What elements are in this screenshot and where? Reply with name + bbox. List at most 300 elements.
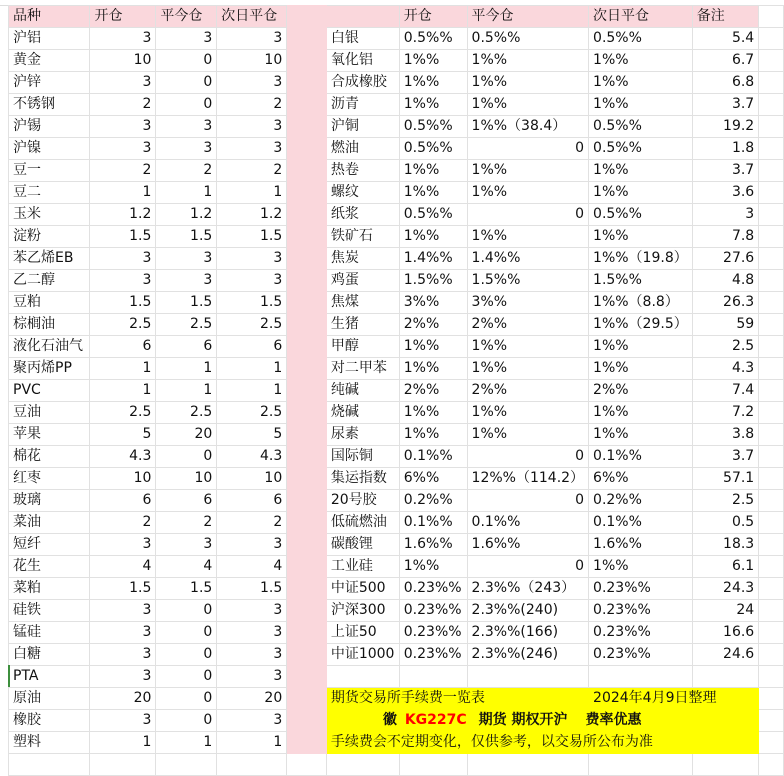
fee-rate-cell[interactable]: 1.6%% bbox=[467, 534, 589, 556]
fee-cell[interactable]: 3 bbox=[217, 622, 287, 644]
fee-rate-cell[interactable]: 0.5%% bbox=[399, 204, 467, 226]
empty-cell[interactable] bbox=[759, 94, 784, 116]
fee-rate-cell[interactable]: 0.1%% bbox=[589, 512, 693, 534]
product-name-cell[interactable]: PTA bbox=[9, 666, 90, 688]
product-name-cell[interactable]: 中证500 bbox=[326, 578, 399, 600]
fee-cell[interactable]: 4 bbox=[156, 556, 217, 578]
product-name-cell[interactable]: 沥青 bbox=[326, 94, 399, 116]
fee-rate-cell[interactable]: 1%% bbox=[589, 402, 693, 424]
empty-cell[interactable] bbox=[589, 666, 693, 688]
fee-rate-cell[interactable]: 1.4%% bbox=[467, 248, 589, 270]
product-name-cell[interactable]: 白银 bbox=[326, 28, 399, 50]
fee-rate-cell[interactable]: 0.5%% bbox=[589, 204, 693, 226]
fee-cell[interactable]: 3 bbox=[90, 28, 156, 50]
spacer-cell[interactable] bbox=[287, 380, 327, 402]
note-cell[interactable]: 3.7 bbox=[692, 94, 758, 116]
spacer-cell[interactable] bbox=[287, 50, 327, 72]
note-cell[interactable]: 1.8 bbox=[692, 138, 758, 160]
fee-rate-cell[interactable]: 2%% bbox=[467, 380, 589, 402]
fee-cell[interactable]: 1 bbox=[217, 380, 287, 402]
fee-cell[interactable]: 4.3 bbox=[217, 446, 287, 468]
fee-rate-cell[interactable]: 1%% bbox=[399, 424, 467, 446]
spacer-cell[interactable] bbox=[287, 666, 327, 688]
fee-cell[interactable]: 3 bbox=[156, 116, 217, 138]
fee-rate-cell[interactable]: 1%% bbox=[467, 50, 589, 72]
fee-cell[interactable]: 0 bbox=[156, 710, 217, 732]
note-cell[interactable]: 26.3 bbox=[692, 292, 758, 314]
fee-cell[interactable]: 3 bbox=[90, 138, 156, 160]
fee-rate-cell[interactable]: 1%% bbox=[467, 160, 589, 182]
fee-rate-cell[interactable]: 0 bbox=[467, 556, 589, 578]
note-cell[interactable]: 18.3 bbox=[692, 534, 758, 556]
empty-cell[interactable] bbox=[759, 270, 784, 292]
empty-cell[interactable] bbox=[326, 666, 399, 688]
fee-cell[interactable]: 3 bbox=[217, 72, 287, 94]
product-name-cell[interactable]: 沪深300 bbox=[326, 600, 399, 622]
fee-cell[interactable]: 3 bbox=[156, 270, 217, 292]
empty-cell[interactable] bbox=[759, 534, 784, 556]
fee-rate-cell[interactable]: 1%% bbox=[467, 424, 589, 446]
notice-title[interactable]: 期货交易所手续费一览表 bbox=[326, 688, 588, 710]
product-name-cell[interactable]: 沪锡 bbox=[9, 116, 90, 138]
fee-cell[interactable]: 5 bbox=[217, 424, 287, 446]
fee-cell[interactable]: 1 bbox=[90, 182, 156, 204]
fee-rate-cell[interactable]: 2.3%%（243） bbox=[467, 578, 589, 600]
fee-cell[interactable]: 10 bbox=[90, 468, 156, 490]
fee-rate-cell[interactable]: 0 bbox=[467, 138, 589, 160]
fee-rate-cell[interactable]: 1%% bbox=[589, 424, 693, 446]
fee-cell[interactable]: 3 bbox=[90, 666, 156, 688]
fee-cell[interactable]: 1 bbox=[90, 732, 156, 754]
fee-rate-cell[interactable]: 1%% bbox=[467, 402, 589, 424]
product-name-cell[interactable]: 乙二醇 bbox=[9, 270, 90, 292]
fee-cell[interactable]: 10 bbox=[217, 468, 287, 490]
note-cell[interactable]: 24 bbox=[692, 600, 758, 622]
fee-rate-cell[interactable]: 0.1%% bbox=[589, 446, 693, 468]
product-name-cell[interactable]: 苹果 bbox=[9, 424, 90, 446]
product-name-cell[interactable]: 20号胶 bbox=[326, 490, 399, 512]
product-name-cell[interactable]: 燃油 bbox=[326, 138, 399, 160]
fee-cell[interactable]: 0 bbox=[156, 600, 217, 622]
fee-rate-cell[interactable]: 1.6%% bbox=[589, 534, 693, 556]
product-name-cell[interactable]: 红枣 bbox=[9, 468, 90, 490]
empty-cell[interactable] bbox=[759, 138, 784, 160]
right-header-cell[interactable]: 开仓 bbox=[399, 6, 467, 28]
note-cell[interactable]: 7.8 bbox=[692, 226, 758, 248]
fee-cell[interactable]: 1.5 bbox=[156, 578, 217, 600]
left-header-cell[interactable]: 平今仓 bbox=[156, 6, 217, 28]
fee-cell[interactable]: 4.3 bbox=[90, 446, 156, 468]
fee-cell[interactable]: 0 bbox=[156, 446, 217, 468]
fee-cell[interactable]: 3 bbox=[217, 710, 287, 732]
fee-rate-cell[interactable]: 0.23%% bbox=[589, 600, 693, 622]
spacer-cell[interactable] bbox=[287, 424, 327, 446]
fee-rate-cell[interactable]: 0.5%% bbox=[589, 116, 693, 138]
empty-cell[interactable] bbox=[759, 50, 784, 72]
fee-cell[interactable]: 10 bbox=[217, 50, 287, 72]
empty-cell[interactable] bbox=[759, 248, 784, 270]
fee-cell[interactable]: 6 bbox=[217, 336, 287, 358]
note-cell[interactable]: 2.5 bbox=[692, 336, 758, 358]
product-name-cell[interactable]: 集运指数 bbox=[326, 468, 399, 490]
fee-cell[interactable]: 6 bbox=[90, 490, 156, 512]
right-header-cell[interactable] bbox=[326, 6, 399, 28]
fee-rate-cell[interactable]: 1%% bbox=[589, 336, 693, 358]
fee-rate-cell[interactable]: 2%% bbox=[399, 380, 467, 402]
fee-rate-cell[interactable]: 0.23%% bbox=[399, 644, 467, 666]
fee-rate-cell[interactable]: 3%% bbox=[467, 292, 589, 314]
spacer-cell[interactable] bbox=[287, 248, 327, 270]
product-name-cell[interactable]: 中证1000 bbox=[326, 644, 399, 666]
fee-cell[interactable]: 2 bbox=[156, 160, 217, 182]
product-name-cell[interactable]: 纸浆 bbox=[326, 204, 399, 226]
empty-cell[interactable] bbox=[759, 622, 784, 644]
note-cell[interactable]: 19.2 bbox=[692, 116, 758, 138]
fee-rate-cell[interactable]: 0.23%% bbox=[589, 644, 693, 666]
fee-rate-cell[interactable]: 2%% bbox=[467, 314, 589, 336]
empty-cell[interactable] bbox=[759, 160, 784, 182]
fee-cell[interactable]: 3 bbox=[217, 270, 287, 292]
fee-rate-cell[interactable]: 0.5%% bbox=[399, 116, 467, 138]
fee-rate-cell[interactable]: 1%% bbox=[589, 226, 693, 248]
fee-rate-cell[interactable]: 1%%（29.5） bbox=[589, 314, 693, 336]
spacer-cell[interactable] bbox=[287, 336, 327, 358]
fee-rate-cell[interactable]: 1%% bbox=[589, 50, 693, 72]
fee-rate-cell[interactable]: 1%% bbox=[399, 226, 467, 248]
fee-cell[interactable]: 2.5 bbox=[217, 402, 287, 424]
fee-rate-cell[interactable]: 6%% bbox=[399, 468, 467, 490]
fee-cell[interactable]: 20 bbox=[90, 688, 156, 710]
product-name-cell[interactable]: 国际铜 bbox=[326, 446, 399, 468]
empty-cell[interactable] bbox=[759, 72, 784, 94]
product-name-cell[interactable]: 焦炭 bbox=[326, 248, 399, 270]
spacer-cell[interactable] bbox=[287, 710, 327, 732]
empty-cell[interactable] bbox=[759, 666, 784, 688]
spacer-cell[interactable] bbox=[287, 160, 327, 182]
product-name-cell[interactable]: 不锈钢 bbox=[9, 94, 90, 116]
product-name-cell[interactable]: 玉米 bbox=[9, 204, 90, 226]
spacer-cell[interactable] bbox=[287, 226, 327, 248]
fee-cell[interactable]: 1 bbox=[90, 380, 156, 402]
fee-rate-cell[interactable]: 0.1%% bbox=[399, 512, 467, 534]
empty-cell[interactable] bbox=[759, 116, 784, 138]
fee-cell[interactable]: 3 bbox=[90, 534, 156, 556]
product-name-cell[interactable]: PVC bbox=[9, 380, 90, 402]
fee-cell[interactable]: 3 bbox=[217, 116, 287, 138]
note-cell[interactable]: 7.2 bbox=[692, 402, 758, 424]
spacer-cell[interactable] bbox=[287, 358, 327, 380]
spacer-cell[interactable] bbox=[287, 28, 327, 50]
fee-rate-cell[interactable]: 2.3%%(166) bbox=[467, 622, 589, 644]
fee-rate-cell[interactable]: 0.23%% bbox=[399, 622, 467, 644]
spacer-cell[interactable] bbox=[287, 292, 327, 314]
fee-rate-cell[interactable]: 0.1%% bbox=[467, 512, 589, 534]
empty-cell[interactable] bbox=[759, 336, 784, 358]
fee-cell[interactable]: 3 bbox=[90, 116, 156, 138]
product-name-cell[interactable]: 纯碱 bbox=[326, 380, 399, 402]
fee-rate-cell[interactable]: 0 bbox=[467, 446, 589, 468]
empty-cell[interactable] bbox=[759, 380, 784, 402]
fee-cell[interactable]: 3 bbox=[156, 28, 217, 50]
note-cell[interactable]: 24.6 bbox=[692, 644, 758, 666]
fee-cell[interactable]: 6 bbox=[156, 490, 217, 512]
empty-cell[interactable] bbox=[759, 556, 784, 578]
fee-rate-cell[interactable]: 0.23%% bbox=[399, 578, 467, 600]
fee-rate-cell[interactable]: 1%% bbox=[399, 402, 467, 424]
fee-cell[interactable]: 1.5 bbox=[217, 226, 287, 248]
fee-cell[interactable]: 0 bbox=[156, 644, 217, 666]
empty-cell[interactable] bbox=[759, 512, 784, 534]
empty-cell[interactable] bbox=[399, 666, 467, 688]
fee-rate-cell[interactable]: 1%%（19.8） bbox=[589, 248, 693, 270]
fee-rate-cell[interactable]: 2%% bbox=[589, 380, 693, 402]
fee-cell[interactable]: 20 bbox=[217, 688, 287, 710]
empty-cell[interactable] bbox=[759, 226, 784, 248]
product-name-cell[interactable]: 豆一 bbox=[9, 160, 90, 182]
fee-rate-cell[interactable]: 1.5%% bbox=[399, 270, 467, 292]
right-header-cell[interactable]: 备注 bbox=[692, 6, 758, 28]
product-name-cell[interactable]: 橡胶 bbox=[9, 710, 90, 732]
note-cell[interactable]: 3.7 bbox=[692, 446, 758, 468]
fee-cell[interactable]: 2 bbox=[90, 94, 156, 116]
empty-cell[interactable] bbox=[759, 644, 784, 666]
empty-cell[interactable] bbox=[759, 468, 784, 490]
product-name-cell[interactable]: 锰硅 bbox=[9, 622, 90, 644]
fee-rate-cell[interactable]: 1%% bbox=[399, 182, 467, 204]
fee-cell[interactable]: 3 bbox=[217, 644, 287, 666]
note-cell[interactable]: 6.7 bbox=[692, 50, 758, 72]
fee-cell[interactable]: 4 bbox=[217, 556, 287, 578]
note-cell[interactable]: 3.7 bbox=[692, 160, 758, 182]
fee-cell[interactable]: 4 bbox=[90, 556, 156, 578]
spacer-cell[interactable] bbox=[287, 732, 327, 754]
spacer-cell[interactable] bbox=[287, 644, 327, 666]
fee-cell[interactable]: 20 bbox=[156, 424, 217, 446]
product-name-cell[interactable]: 铁矿石 bbox=[326, 226, 399, 248]
note-cell[interactable]: 6.1 bbox=[692, 556, 758, 578]
fee-cell[interactable]: 3 bbox=[90, 248, 156, 270]
fee-cell[interactable]: 3 bbox=[156, 248, 217, 270]
fee-rate-cell[interactable]: 1%%（38.4） bbox=[467, 116, 589, 138]
product-name-cell[interactable]: 原油 bbox=[9, 688, 90, 710]
fee-rate-cell[interactable]: 0.2%% bbox=[589, 490, 693, 512]
product-name-cell[interactable]: 热卷 bbox=[326, 160, 399, 182]
fee-cell[interactable]: 1 bbox=[217, 182, 287, 204]
product-name-cell[interactable]: 甲醇 bbox=[326, 336, 399, 358]
fee-cell[interactable]: 3 bbox=[156, 534, 217, 556]
fee-cell[interactable]: 0 bbox=[156, 94, 217, 116]
product-name-cell[interactable]: 菜油 bbox=[9, 512, 90, 534]
fee-cell[interactable]: 1 bbox=[90, 358, 156, 380]
note-cell[interactable]: 7.4 bbox=[692, 380, 758, 402]
fee-rate-cell[interactable]: 1%% bbox=[399, 160, 467, 182]
note-cell[interactable]: 24.3 bbox=[692, 578, 758, 600]
fee-rate-cell[interactable]: 1%%（8.8） bbox=[589, 292, 693, 314]
fee-cell[interactable]: 1 bbox=[156, 182, 217, 204]
fee-cell[interactable]: 1.5 bbox=[90, 578, 156, 600]
product-name-cell[interactable]: 尿素 bbox=[326, 424, 399, 446]
empty-cell[interactable] bbox=[759, 358, 784, 380]
product-name-cell[interactable]: 氧化铝 bbox=[326, 50, 399, 72]
fee-cell[interactable]: 1.5 bbox=[90, 226, 156, 248]
empty-cell[interactable] bbox=[759, 578, 784, 600]
product-name-cell[interactable]: 淀粉 bbox=[9, 226, 90, 248]
empty-cell[interactable] bbox=[759, 424, 784, 446]
empty-cell[interactable] bbox=[759, 688, 784, 710]
empty-cell[interactable] bbox=[759, 28, 784, 50]
spacer-cell[interactable] bbox=[287, 534, 327, 556]
product-name-cell[interactable]: 上证50 bbox=[326, 622, 399, 644]
empty-cell[interactable] bbox=[399, 754, 467, 776]
fee-rate-cell[interactable]: 12%%（114.2） bbox=[467, 468, 589, 490]
fee-cell[interactable]: 2 bbox=[90, 512, 156, 534]
fee-cell[interactable]: 3 bbox=[90, 270, 156, 292]
product-name-cell[interactable]: 白糖 bbox=[9, 644, 90, 666]
note-cell[interactable]: 4.8 bbox=[692, 270, 758, 292]
fee-rate-cell[interactable]: 1%% bbox=[399, 358, 467, 380]
note-cell[interactable]: 2.5 bbox=[692, 490, 758, 512]
fee-cell[interactable]: 1.5 bbox=[217, 578, 287, 600]
product-name-cell[interactable]: 低硫燃油 bbox=[326, 512, 399, 534]
empty-cell[interactable] bbox=[759, 446, 784, 468]
fee-cell[interactable]: 3 bbox=[90, 72, 156, 94]
note-cell[interactable]: 0.5 bbox=[692, 512, 758, 534]
product-name-cell[interactable]: 沪镍 bbox=[9, 138, 90, 160]
product-name-cell[interactable]: 短纤 bbox=[9, 534, 90, 556]
notice-disclaimer[interactable]: 手续费会不定期变化，仅供参考，以交易所公布为准 bbox=[326, 732, 758, 754]
fee-rate-cell[interactable]: 1%% bbox=[589, 160, 693, 182]
fee-rate-cell[interactable]: 0.2%% bbox=[399, 490, 467, 512]
spacer-cell[interactable] bbox=[287, 402, 327, 424]
fee-rate-cell[interactable]: 1%% bbox=[589, 556, 693, 578]
product-name-cell[interactable]: 烧碱 bbox=[326, 402, 399, 424]
product-name-cell[interactable]: 合成橡胶 bbox=[326, 72, 399, 94]
fee-rate-cell[interactable]: 1.4%% bbox=[399, 248, 467, 270]
spacer-cell[interactable] bbox=[287, 446, 327, 468]
note-cell[interactable]: 3 bbox=[692, 204, 758, 226]
spacer-cell[interactable] bbox=[287, 512, 327, 534]
empty-cell[interactable] bbox=[589, 754, 693, 776]
right-header-cell[interactable]: 平今仓 bbox=[467, 6, 589, 28]
fee-cell[interactable]: 1 bbox=[156, 358, 217, 380]
fee-cell[interactable]: 2.5 bbox=[90, 402, 156, 424]
fee-rate-cell[interactable]: 0.5%% bbox=[589, 28, 693, 50]
product-name-cell[interactable]: 棕榈油 bbox=[9, 314, 90, 336]
empty-cell[interactable] bbox=[90, 754, 156, 776]
product-name-cell[interactable]: 聚丙烯PP bbox=[9, 358, 90, 380]
fee-cell[interactable]: 10 bbox=[156, 468, 217, 490]
spacer-cell[interactable] bbox=[287, 182, 327, 204]
fee-rate-cell[interactable]: 0.23%% bbox=[589, 578, 693, 600]
product-name-cell[interactable]: 对二甲苯 bbox=[326, 358, 399, 380]
note-cell[interactable]: 4.3 bbox=[692, 358, 758, 380]
fee-rate-cell[interactable]: 1%% bbox=[399, 50, 467, 72]
fee-rate-cell[interactable]: 1%% bbox=[467, 358, 589, 380]
spacer-cell[interactable] bbox=[287, 94, 327, 116]
product-name-cell[interactable]: 豆粕 bbox=[9, 292, 90, 314]
note-cell[interactable]: 3.8 bbox=[692, 424, 758, 446]
product-name-cell[interactable]: 棉花 bbox=[9, 446, 90, 468]
fee-cell[interactable]: 1 bbox=[217, 732, 287, 754]
empty-cell[interactable] bbox=[759, 314, 784, 336]
fee-rate-cell[interactable]: 0.23%% bbox=[399, 600, 467, 622]
product-name-cell[interactable]: 螺纹 bbox=[326, 182, 399, 204]
product-name-cell[interactable]: 焦煤 bbox=[326, 292, 399, 314]
fee-cell[interactable]: 6 bbox=[217, 490, 287, 512]
fee-cell[interactable]: 5 bbox=[90, 424, 156, 446]
fee-cell[interactable]: 2.5 bbox=[156, 402, 217, 424]
fee-cell[interactable]: 2.5 bbox=[156, 314, 217, 336]
fee-rate-cell[interactable]: 1.5%% bbox=[589, 270, 693, 292]
product-name-cell[interactable]: 鸡蛋 bbox=[326, 270, 399, 292]
fee-cell[interactable]: 2 bbox=[217, 512, 287, 534]
fee-rate-cell[interactable]: 0.5%% bbox=[399, 28, 467, 50]
fee-rate-cell[interactable]: 2.3%%(240) bbox=[467, 600, 589, 622]
fee-rate-cell[interactable]: 1%% bbox=[589, 182, 693, 204]
fee-rate-cell[interactable]: 1%% bbox=[399, 556, 467, 578]
fee-cell[interactable]: 0 bbox=[156, 72, 217, 94]
fee-rate-cell[interactable]: 0 bbox=[467, 204, 589, 226]
right-header-cell[interactable]: 次日平仓 bbox=[589, 6, 693, 28]
fee-cell[interactable]: 2 bbox=[156, 512, 217, 534]
spacer-cell[interactable] bbox=[287, 270, 327, 292]
fee-cell[interactable]: 0 bbox=[156, 622, 217, 644]
fee-rate-cell[interactable]: 1%% bbox=[589, 358, 693, 380]
product-name-cell[interactable]: 液化石油气 bbox=[9, 336, 90, 358]
fee-cell[interactable]: 1.2 bbox=[90, 204, 156, 226]
spacer-cell[interactable] bbox=[287, 72, 327, 94]
spacer-cell[interactable] bbox=[287, 754, 327, 776]
empty-cell[interactable] bbox=[692, 666, 758, 688]
empty-cell[interactable] bbox=[759, 490, 784, 512]
notice-date[interactable]: 2024年4月9日整理 bbox=[589, 688, 759, 710]
empty-cell[interactable] bbox=[467, 754, 589, 776]
fee-cell[interactable]: 2 bbox=[217, 94, 287, 116]
empty-cell[interactable] bbox=[9, 754, 90, 776]
spacer-cell[interactable] bbox=[287, 578, 327, 600]
fee-rate-cell[interactable]: 1%% bbox=[399, 94, 467, 116]
spacer-cell[interactable] bbox=[287, 600, 327, 622]
fee-rate-cell[interactable]: 1%% bbox=[467, 182, 589, 204]
fee-cell[interactable]: 3 bbox=[156, 138, 217, 160]
fee-cell[interactable]: 0 bbox=[156, 666, 217, 688]
fee-cell[interactable]: 3 bbox=[90, 710, 156, 732]
empty-cell[interactable] bbox=[759, 600, 784, 622]
fee-cell[interactable]: 6 bbox=[156, 336, 217, 358]
product-name-cell[interactable]: 菜粕 bbox=[9, 578, 90, 600]
fee-cell[interactable]: 2 bbox=[217, 160, 287, 182]
fee-cell[interactable]: 3 bbox=[217, 138, 287, 160]
product-name-cell[interactable]: 沪锌 bbox=[9, 72, 90, 94]
fee-cell[interactable]: 1.2 bbox=[217, 204, 287, 226]
fee-rate-cell[interactable]: 6%% bbox=[589, 468, 693, 490]
product-name-cell[interactable]: 碳酸锂 bbox=[326, 534, 399, 556]
spacer-cell[interactable] bbox=[287, 556, 327, 578]
fee-cell[interactable]: 0 bbox=[156, 688, 217, 710]
empty-cell[interactable] bbox=[759, 732, 784, 754]
fee-cell[interactable]: 3 bbox=[217, 28, 287, 50]
empty-cell[interactable] bbox=[156, 754, 217, 776]
fee-rate-cell[interactable]: 0.23%% bbox=[589, 622, 693, 644]
fee-cell[interactable]: 1.2 bbox=[156, 204, 217, 226]
note-cell[interactable]: 5.4 bbox=[692, 28, 758, 50]
fee-cell[interactable]: 6 bbox=[90, 336, 156, 358]
product-name-cell[interactable]: 黄金 bbox=[9, 50, 90, 72]
fee-cell[interactable]: 3 bbox=[90, 600, 156, 622]
fee-cell[interactable]: 1.5 bbox=[217, 292, 287, 314]
fee-rate-cell[interactable]: 1%% bbox=[589, 72, 693, 94]
fee-cell[interactable]: 0 bbox=[156, 50, 217, 72]
